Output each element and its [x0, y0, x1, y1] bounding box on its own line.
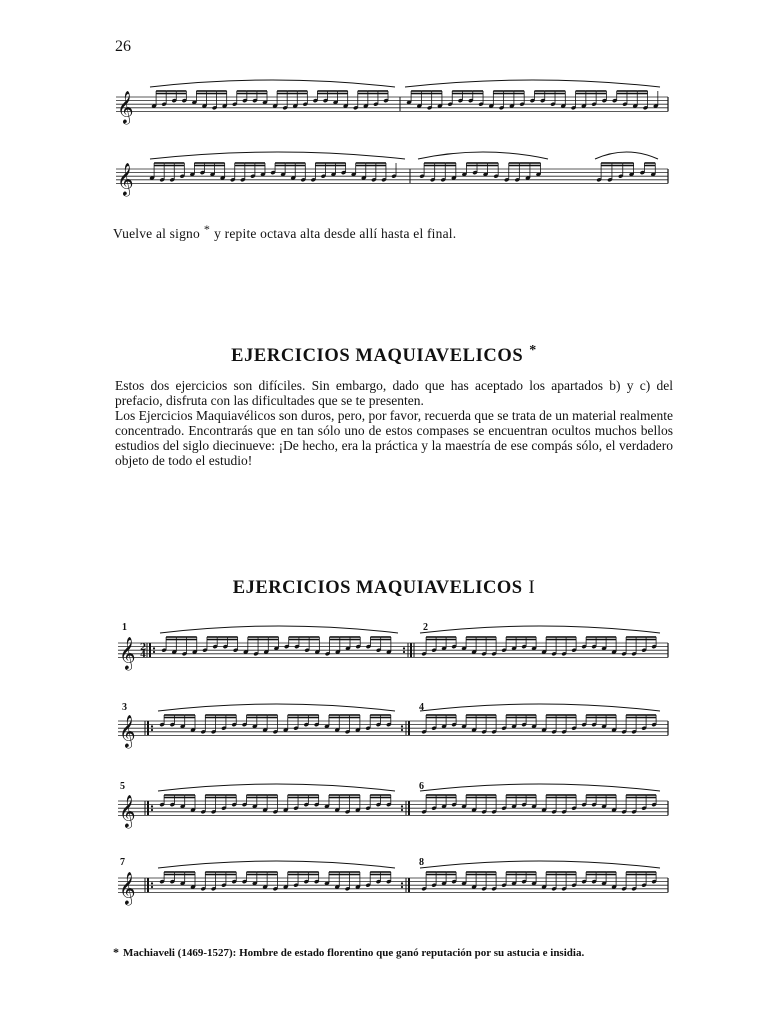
measure-number-1: 1	[122, 622, 127, 633]
section-title-text: EJERCICIOS MAQUIAVELICOS	[231, 346, 524, 366]
footnote-star: *	[113, 945, 119, 959]
slur	[160, 626, 398, 633]
slur	[420, 626, 660, 633]
repeat-dot	[153, 651, 155, 653]
repeat-dot	[401, 809, 403, 811]
section-title-star: *	[529, 343, 537, 358]
section-title	[0, 343, 768, 367]
repeat-dot	[151, 886, 153, 888]
slur	[158, 784, 395, 791]
time-signature-bottom: 4	[140, 650, 147, 661]
measure-number-5: 5	[120, 781, 125, 792]
measure-number-3: 3	[122, 702, 127, 713]
sign-star: *	[203, 222, 211, 236]
repeat-dot	[401, 729, 403, 731]
return-instruction-before: Vuelve al signo	[113, 226, 200, 241]
slur	[150, 80, 395, 87]
repeat-dot	[403, 651, 405, 653]
return-instruction	[113, 222, 456, 242]
repeat-dot	[401, 725, 403, 727]
treble-clef-icon: 𝄞	[119, 636, 136, 670]
measure-number-8: 8	[419, 857, 424, 868]
slur	[158, 861, 395, 868]
slur	[420, 704, 660, 711]
intro-paragraph-2: Los Ejercicios Maquiavélicos son duros, pero, por favor, recuerda que se trata de un material realmente concentrado. Encontrarás que en tan sólo uno de estos compases se encuentran ocultos muchos bellos estudios del siglo diecinueve: ¡De hecho, era la práctica y la maestría de ese compás sólo, el verdadero objeto de todo el estudio!	[115, 408, 673, 468]
intro-text	[115, 378, 673, 468]
repeat-dot	[401, 805, 403, 807]
treble-clef-icon: 𝄞	[117, 90, 134, 124]
exercise-title-roman: I	[528, 578, 536, 598]
slur	[150, 152, 405, 159]
repeat-dot	[151, 882, 153, 884]
slur	[405, 80, 660, 87]
repeat-dot	[151, 809, 153, 811]
measure-number-7: 7	[120, 857, 125, 868]
repeat-dot	[151, 729, 153, 731]
footnote-text: Machiaveli (1469-1527): Hombre de estado florentino que ganó reputación por su astucia e insidia.	[123, 947, 585, 959]
measure-number-2: 2	[423, 622, 428, 633]
treble-clef-icon: 𝄞	[117, 162, 134, 196]
footnote	[113, 945, 584, 960]
repeat-dot	[401, 886, 403, 888]
repeat-dot	[151, 725, 153, 727]
repeat-dot	[403, 647, 405, 649]
slur	[420, 861, 660, 868]
repeat-dot	[151, 805, 153, 807]
return-instruction-after: y repite octava alta desde allí hasta el final.	[214, 226, 457, 241]
slur	[595, 152, 658, 159]
measure-number-6: 6	[419, 781, 424, 792]
intro-paragraph-1: Estos dos ejercicios son difíciles. Sin embargo, dado que has aceptado los apartados b) y c) del prefacio, disfruta con las dificultades que se te presenten.	[115, 378, 673, 408]
slur	[420, 784, 660, 791]
slur	[418, 152, 548, 159]
repeat-dot	[401, 882, 403, 884]
time-signature-top: 2	[140, 642, 147, 653]
treble-clef-icon: 𝄞	[119, 794, 136, 828]
treble-clef-icon: 𝄞	[119, 871, 136, 905]
slur	[158, 704, 395, 711]
exercise-title-text: EJERCICIOS MAQUIAVELICOS	[232, 578, 523, 598]
treble-clef-icon: 𝄞	[119, 714, 136, 748]
exercise-title	[0, 578, 768, 599]
page-number: 26	[115, 38, 131, 55]
repeat-dot	[153, 647, 155, 649]
measure-number-4: 4	[419, 702, 424, 713]
